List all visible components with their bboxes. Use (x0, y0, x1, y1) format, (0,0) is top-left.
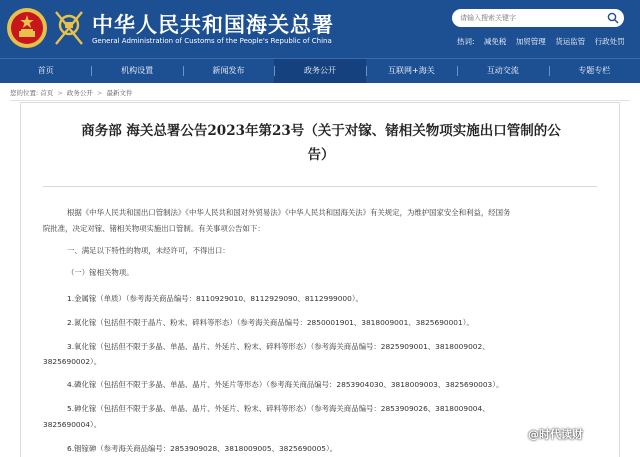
list-item: 2.氮化镓（包括但不限于晶片、粉末、碎料等形态）（参考海关商品编号：2850001901、3818009001、3825690001）。 (67, 318, 474, 327)
breadcrumb-prefix: 您的位置: (10, 89, 39, 97)
list-item-continuation: 3825690004）。 (43, 420, 102, 429)
hot-word-link[interactable]: 行政处罚 (594, 37, 625, 46)
list-item: 3.氧化镓（包括但不限于多晶、单晶、晶片、外延片、粉末、碎料等形态）（参考海关商品编号：2825909001、3818009002、 (67, 342, 490, 351)
search-input[interactable] (460, 9, 600, 27)
breadcrumb-home[interactable]: 首页 (40, 89, 54, 97)
intro-paragraph-line: 院批准，决定对镓、锗相关物项实施出口管制。有关事项公告如下： (43, 224, 265, 233)
list-item: 4.磷化镓（包括但不限于多晶、单晶、晶片、外延片等形态）（参考海关商品编号：2853904030、3818009003、3825690003）。 (67, 380, 504, 389)
search-box (452, 9, 624, 27)
breadcrumb (10, 88, 133, 97)
nav-item-interaction[interactable]: 互动交流 (457, 59, 548, 83)
article-panel (20, 102, 620, 457)
breadcrumb-latest-documents[interactable]: 最新文件 (106, 89, 133, 97)
site-header (0, 0, 640, 58)
list-item: 6.铟镓砷（参考海关商品编号：2853909028、3818009005、3825690005）。 (67, 444, 338, 453)
nav-item-home[interactable]: 首页 (37, 66, 54, 75)
hot-word-link[interactable]: 减免税 (483, 37, 507, 46)
hot-words (457, 36, 632, 47)
list-item-continuation: 3825690002）。 (43, 357, 102, 366)
nav-item-news[interactable]: 新闻发布 (183, 59, 274, 83)
main-nav (0, 58, 640, 83)
national-emblem-icon (6, 6, 48, 50)
site-title: 中华人民共和国海关总署 (92, 12, 334, 37)
nav-item-internet-plus-customs[interactable]: 互联网+海关 (366, 59, 457, 83)
subsection-heading: （一）镓相关物项。 (67, 268, 134, 277)
article-title-line: 告） (307, 147, 335, 163)
nav-item-government-affairs[interactable]: 政务公开 (274, 59, 365, 83)
hot-word-link[interactable]: 货运监管 (555, 37, 586, 46)
section-heading: 一、满足以下特性的物项，未经许可，不得出口： (67, 246, 230, 255)
breadcrumb-divider (10, 100, 630, 101)
list-item: 1.金属镓（单质）（参考海关商品编号：8110929010、8112929090、8112999000）。 (67, 294, 363, 303)
nav-item-organization[interactable]: 机构设置 (91, 59, 182, 83)
breadcrumb-government-affairs[interactable]: 政务公开 (66, 89, 93, 97)
watermark: @时代读财 (528, 428, 583, 441)
title-divider (43, 186, 597, 187)
nav-item-special-topics[interactable]: 专题专栏 (549, 59, 640, 83)
hot-words-label: 热词: (457, 37, 475, 46)
site-title-english: General Administration of Customs of the People's Republic of China (92, 37, 332, 45)
article-title (49, 119, 593, 167)
hot-word-link[interactable]: 加贸管理 (515, 37, 546, 46)
list-item: 5.砷化镓（包括但不限于多晶、单晶、晶片、外延片、粉末、碎料等形态）（参考海关商品编号：2853909026、3818009004、 (67, 404, 490, 413)
intro-paragraph-line: 根据《中华人民共和国出口管制法》《中华人民共和国对外贸易法》《中华人民共和国海关法》有关规定，为维护国家安全和利益，经国务 (67, 208, 511, 217)
search-icon[interactable] (607, 12, 619, 24)
breadcrumb-separator: > (96, 89, 103, 97)
breadcrumb-separator: > (57, 89, 63, 97)
customs-emblem-icon (52, 8, 86, 48)
article-title-line: 商务部 海关总署公告2023年第23号（关于对镓、锗相关物项实施出口管制的公 (81, 123, 561, 139)
